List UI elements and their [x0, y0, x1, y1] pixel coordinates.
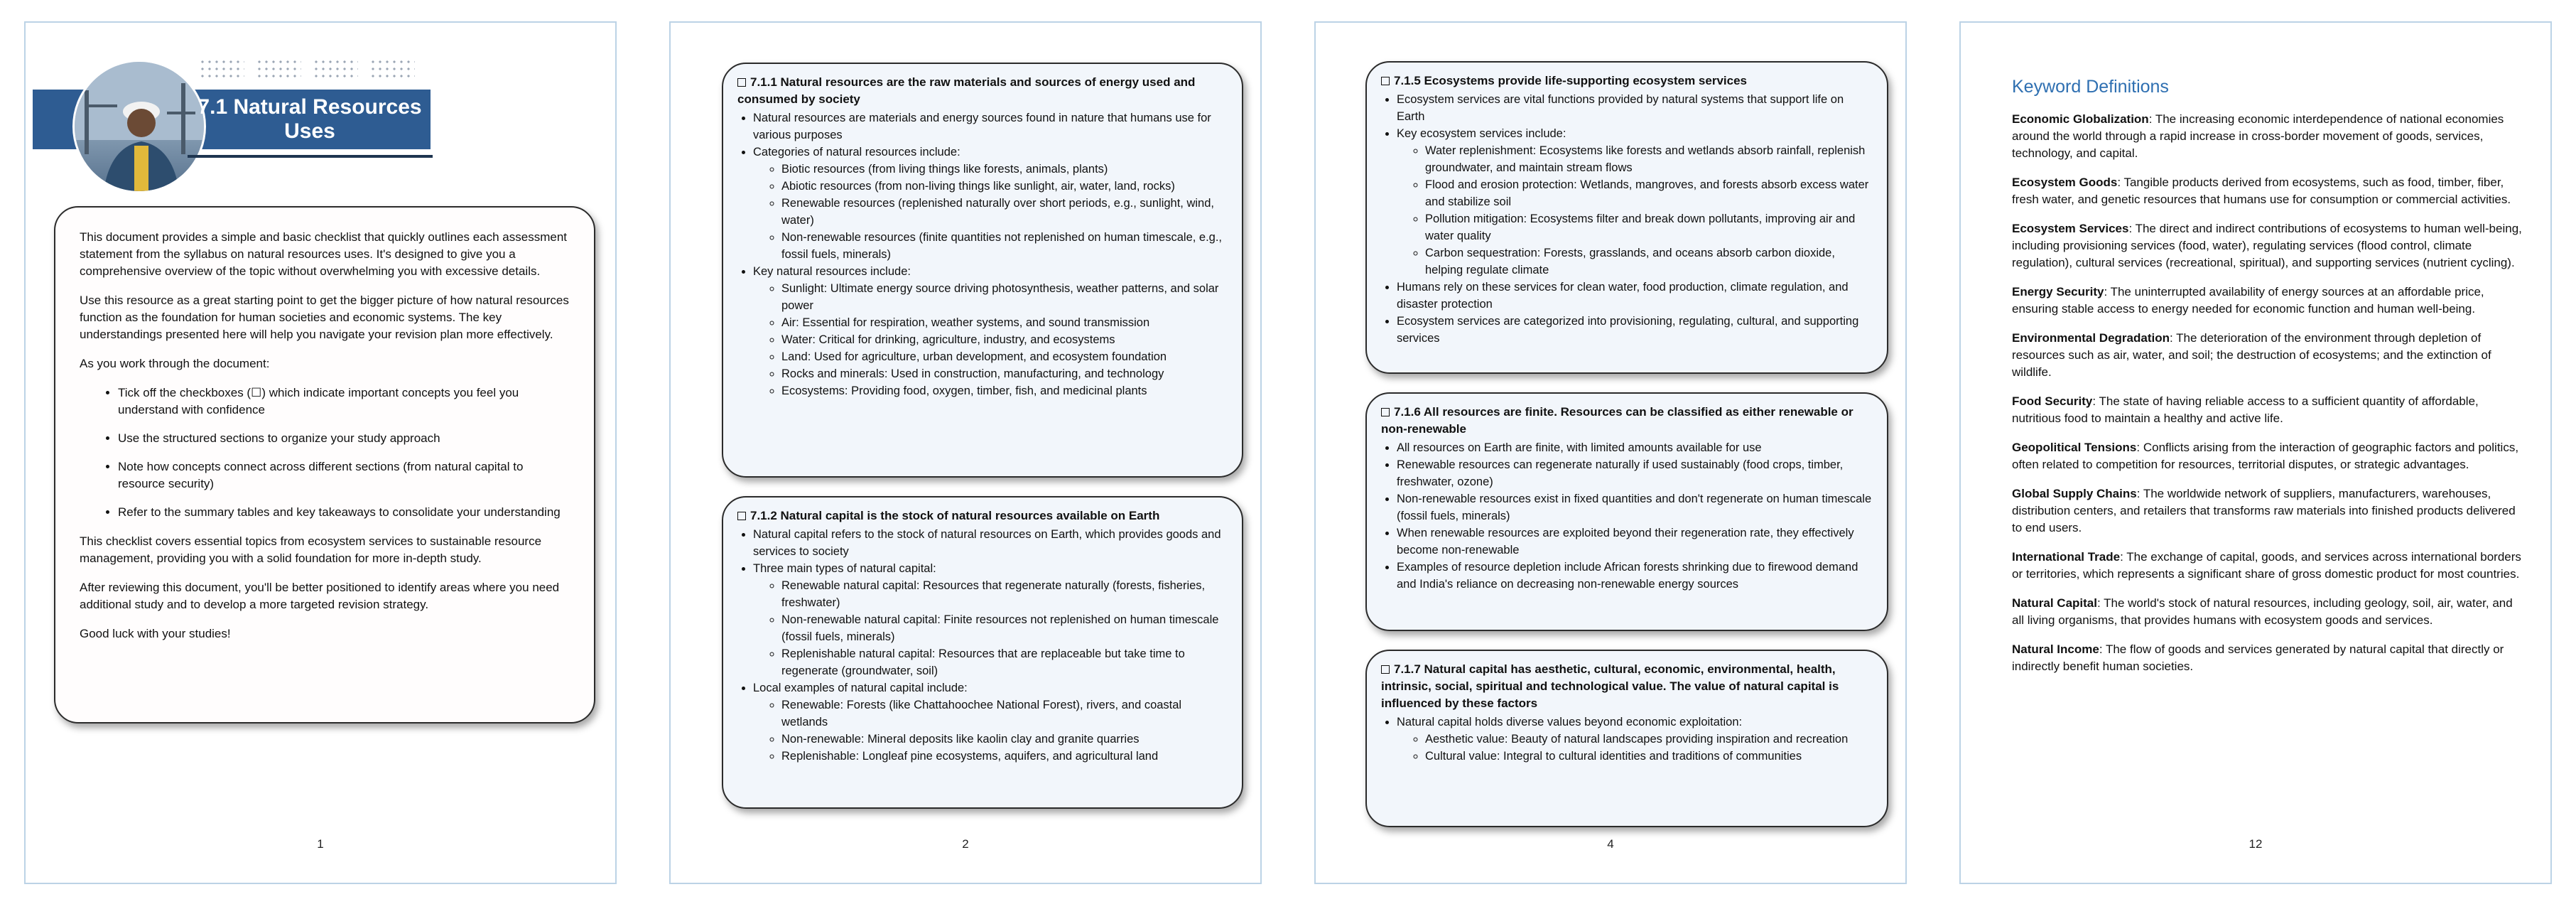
- keyword-term: Global Supply Chains: [2012, 487, 2137, 500]
- list-item: • Renewable resources can regenerate naturally if used sustainably (food crops, timber, freshwater, ozone): [1397, 456, 1874, 490]
- section-heading: [1381, 404, 1874, 438]
- bullet-list: [1381, 714, 1874, 765]
- page-1: [24, 21, 617, 884]
- keyword-term: Ecosystem Goods: [2012, 176, 2118, 189]
- bullet-list: [737, 109, 1229, 399]
- list-item: ◦ Water: Critical for drinking, agriculture, industry, and ecosystems: [781, 331, 1229, 348]
- list-item: [1397, 125, 1874, 279]
- keyword-term: Ecosystem Services: [2012, 222, 2129, 235]
- list-item: • Tick off the checkboxes (☐) which indicate important concepts you feel you understand with confidence: [118, 384, 573, 419]
- keyword-definition: : The deterioration of the environment through depletion of resources such as air, water, and soil; the destruction of ecosystems; and the extinction of wildlife.: [2012, 331, 2491, 379]
- keyword-definition: : The uninterrupted availability of energy sources at an affordable price, ensuring stable access to energy needed for economic function and human well-being.: [2012, 285, 2484, 316]
- list-item: ◦ Renewable: Forests (like Chattahoochee National Forest), rivers, and coastal wetlands: [781, 696, 1229, 731]
- sub-bullet-list: [753, 577, 1229, 679]
- bullet-list: [1381, 439, 1874, 593]
- header-photo: [72, 60, 206, 193]
- intro-card: [54, 206, 595, 724]
- keyword-term: International Trade: [2012, 550, 2121, 564]
- list-item: [753, 560, 1229, 679]
- keyword-item: [2012, 595, 2523, 629]
- keyword-term: Economic Globalization: [2012, 112, 2149, 126]
- checkbox-icon[interactable]: [1381, 665, 1390, 674]
- sub-bullet-list: [1397, 731, 1874, 765]
- checkbox-icon[interactable]: [737, 78, 746, 87]
- keyword-definition: : The world's stock of natural resources, including geology, soil, air, water, and all living organisms, that provides humans with ecosystem goods and services.: [2012, 596, 2513, 627]
- decorative-dots: [256, 58, 301, 80]
- keyword-definition: : The direct and indirect contributions of ecosystems to human well-being, including provisioning services (food, water), regulating services (flood control, climate regulation), cultural services (recreational, spiritual), and supporting services (nutrient cycling).: [2012, 222, 2522, 269]
- section-heading: [1381, 661, 1874, 712]
- list-item: ◦ Replenishable: Longleaf pine ecosystems, aquifers, and agricultural land: [781, 748, 1229, 765]
- list-item: ◦ Abiotic resources (from non-living things like sunlight, air, water, land, rocks): [781, 178, 1229, 195]
- list-item: [753, 144, 1229, 263]
- sub-bullet-list: [753, 280, 1229, 399]
- list-item-text: Key natural resources include:: [753, 265, 911, 278]
- list-item: • Natural resources are materials and energy sources found in nature that humans use for various purposes: [753, 109, 1229, 144]
- list-item: ◦ Water replenishment: Ecosystems like forests and wetlands absorb rainfall, replenish groundwater, and maintain stream flows: [1425, 142, 1874, 176]
- section-heading: [737, 507, 1229, 525]
- keyword-item: [2012, 393, 2523, 427]
- checkbox-icon[interactable]: [1381, 77, 1390, 85]
- list-item: [753, 263, 1229, 399]
- intro-paragraph: After reviewing this document, you'll be better positioned to identify areas where you need additional study and to develop a more targeted revision strategy.: [80, 581, 560, 611]
- page-number: 2: [962, 837, 969, 851]
- worker-photo-icon: [75, 62, 206, 193]
- list-item: ◦ Sunlight: Ultimate energy source driving photosynthesis, weather patterns, and solar power: [781, 280, 1229, 314]
- list-item: • All resources on Earth are finite, with limited amounts available for use: [1397, 439, 1874, 456]
- list-item-text: Three main types of natural capital:: [753, 562, 936, 575]
- list-item: ◦ Renewable resources (replenished naturally over short periods, e.g., sunlight, wind, water): [781, 195, 1229, 229]
- checkbox-icon[interactable]: [1381, 408, 1390, 416]
- page-number: 4: [1607, 837, 1614, 851]
- sub-bullet-list: [1397, 142, 1874, 279]
- list-item: ◦ Flood and erosion protection: Wetlands, mangroves, and forests absorb excess water and stabilize soil: [1425, 176, 1874, 210]
- list-item: ◦ Non-renewable resources (finite quantities not replenished on human timescale, e.g., fossil fuels, minerals): [781, 229, 1229, 263]
- list-item: ◦ Renewable natural capital: Resources that regenerate naturally (forests, fisheries, freshwater): [781, 577, 1229, 611]
- list-item-text: Key ecosystem services include:: [1397, 127, 1566, 140]
- page-4: [1314, 21, 1907, 884]
- keyword-item: [2012, 549, 2523, 583]
- list-item: ◦ Cultural value: Integral to cultural identities and traditions of communities: [1425, 748, 1874, 765]
- list-item: ◦ Ecosystems: Providing food, oxygen, timber, fish, and medicinal plants: [781, 382, 1229, 399]
- intro-paragraph: This checklist covers essential topics from ecosystem services to sustainable resource management, providing you with a solid foundation for more in-depth study.: [80, 534, 542, 565]
- keyword-item: [2012, 111, 2523, 162]
- sub-bullet-list: [753, 161, 1229, 263]
- decorative-dots: [313, 58, 358, 80]
- keyword-definition: : The worldwide network of suppliers, manufacturers, warehouses, distribution centers, and retailers that transforms raw materials into finished products delivered to end users.: [2012, 487, 2516, 534]
- page-2: [669, 21, 1262, 884]
- section-heading-text: 7.1.6 All resources are finite. Resources can be classified as either renewable or non-renewable: [1381, 405, 1853, 436]
- list-item: ◦ Biotic resources (from living things like forests, animals, plants): [781, 161, 1229, 178]
- section-heading: [737, 74, 1229, 108]
- keyword-item: [2012, 641, 2523, 675]
- list-item: ◦ Land: Used for agriculture, urban development, and ecosystem foundation: [781, 348, 1229, 365]
- list-item-text: Categories of natural resources include:: [753, 146, 960, 158]
- decorative-dots: [369, 58, 415, 80]
- section-card-7-1-7: [1365, 650, 1888, 827]
- checkbox-icon[interactable]: [737, 512, 746, 520]
- keyword-item: [2012, 330, 2523, 381]
- list-item: • Natural capital refers to the stock of natural resources on Earth, which provides goods and services to society: [753, 526, 1229, 560]
- bullet-list: [1381, 91, 1874, 347]
- section-heading-text: 7.1.7 Natural capital has aesthetic, cultural, economic, environmental, health, intrinsic, social, spiritual and technological value. The value of natural capital is influenced by these factors: [1381, 662, 1839, 710]
- list-item: • Ecosystem services are categorized into provisioning, regulating, cultural, and supporting services: [1397, 313, 1874, 347]
- keyword-term: Environmental Degradation: [2012, 331, 2170, 345]
- section-heading-text: 7.1.1 Natural resources are the raw materials and sources of energy used and consumed by society: [737, 75, 1196, 106]
- section-card-7-1-2: [722, 496, 1243, 809]
- section-heading: [1381, 72, 1874, 90]
- list-item: • Ecosystem services are vital functions provided by natural systems that support life on Earth: [1397, 91, 1874, 125]
- page-number: 1: [317, 837, 324, 851]
- keyword-item: [2012, 174, 2523, 208]
- keyword-term: Food Security: [2012, 394, 2093, 408]
- list-item: • Refer to the summary tables and key takeaways to consolidate your understanding: [118, 504, 573, 521]
- intro-paragraph: Use this resource as a great starting point to get the bigger picture of how natural resources function as the foundation for human societies and economic systems. The key understandings presented here will help you navigate your revision plan more effectively.: [80, 294, 569, 341]
- list-item: • Examples of resource depletion include African forests shrinking due to firewood demand and India's reliance on decreasing non-renewable energy sources: [1397, 559, 1874, 593]
- list-item: • When renewable resources are exploited beyond their regeneration rate, they effectively become non-renewable: [1397, 525, 1874, 559]
- intro-paragraph: As you work through the document:: [80, 357, 270, 370]
- section-heading-text: 7.1.5 Ecosystems provide life-supporting ecosystem services: [1394, 74, 1747, 87]
- keyword-item: [2012, 284, 2523, 318]
- keyword-term: Natural Capital: [2012, 596, 2097, 610]
- list-item-text: Local examples of natural capital include:: [753, 682, 968, 694]
- bullet-list: [737, 526, 1229, 765]
- list-item: ◦ Air: Essential for respiration, weather systems, and sound transmission: [781, 314, 1229, 331]
- title-line-2: Uses: [284, 119, 335, 143]
- list-item: • Use the structured sections to organize your study approach: [118, 430, 573, 447]
- decorative-dots: [199, 58, 244, 80]
- sub-bullet-list: [753, 696, 1229, 765]
- section-card-7-1-1: [722, 63, 1243, 478]
- keyword-definition: : Tangible products derived from ecosystems, such as food, timber, fiber, fresh water, and genetic resources that humans use for consumption or commercial activities.: [2012, 176, 2511, 206]
- list-item: • Humans rely on these services for clean water, food production, climate regulation, and disaster protection: [1397, 279, 1874, 313]
- section-card-7-1-6: [1365, 392, 1888, 631]
- intro-bullet-list: [80, 384, 573, 521]
- keyword-term: Energy Security: [2012, 285, 2104, 298]
- section-card-7-1-5: [1365, 61, 1888, 374]
- list-item-text: Natural capital holds diverse values beyond economic exploitation:: [1397, 716, 1743, 728]
- document-title: [189, 90, 431, 149]
- keyword-item: [2012, 485, 2523, 537]
- keyword-definition: : The exchange of capital, goods, and services across international borders or territories, which represents a significant share of gross domestic product for most countries.: [2012, 550, 2521, 581]
- list-item: ◦ Pollution mitigation: Ecosystems filter and break down pollutants, improving air and water quality: [1425, 210, 1874, 244]
- page-12: [1959, 21, 2552, 884]
- keyword-definition: : The state of having reliable access to a sufficient quantity of affordable, nutritious food to maintain a healthy and active life.: [2012, 394, 2479, 425]
- list-item: [753, 679, 1229, 765]
- keyword-term: Natural Income: [2012, 642, 2099, 656]
- keyword-definitions-title: Keyword Definitions: [2012, 77, 2169, 97]
- keyword-definition: : Conflicts arising from the interaction of geographic factors and politics, often related to competition for resources, territorial disputes, or strategic advantages.: [2012, 441, 2519, 471]
- page-number: 12: [2248, 837, 2263, 851]
- list-item: ◦ Rocks and minerals: Used in construction, manufacturing, and technology: [781, 365, 1229, 382]
- list-item: • Note how concepts connect across different sections (from natural capital to resource security): [118, 458, 573, 493]
- intro-paragraph: Good luck with your studies!: [80, 627, 231, 640]
- keyword-definition: : The increasing economic interdependence of national economies around the world through a rapid increase in cross-border movement of goods, services, technology, and capital.: [2012, 112, 2504, 160]
- keyword-definitions-list: [2012, 111, 2523, 687]
- list-item: ◦ Non-renewable: Mineral deposits like kaolin clay and granite quarries: [781, 731, 1229, 748]
- list-item: [1397, 714, 1874, 765]
- list-item: ◦ Carbon sequestration: Forests, grasslands, and oceans absorb carbon dioxide, helping regulate climate: [1425, 244, 1874, 279]
- list-item: ◦ Aesthetic value: Beauty of natural landscapes providing inspiration and recreation: [1425, 731, 1874, 748]
- title-line-1: 7.1 Natural Resources: [197, 95, 422, 119]
- keyword-item: [2012, 439, 2523, 473]
- keyword-item: [2012, 220, 2523, 271]
- list-item: ◦ Replenishable natural capital: Resources that are replaceable but take time to regenerate (groundwater, soil): [781, 645, 1229, 679]
- keyword-definition: : The flow of goods and services generated by natural capital that directly or indirectly benefit human societies.: [2012, 642, 2504, 673]
- intro-paragraph: This document provides a simple and basic checklist that quickly outlines each assessment statement from the syllabus on natural resources uses. It's designed to give you a comprehensive overview of the topic without overwhelming you with excessive details.: [80, 230, 568, 278]
- keyword-term: Geopolitical Tensions: [2012, 441, 2137, 454]
- list-item: ◦ Non-renewable natural capital: Finite resources not replenished on human timescale (fossil fuels, minerals): [781, 611, 1229, 645]
- section-heading-text: 7.1.2 Natural capital is the stock of natural resources available on Earth: [750, 509, 1160, 522]
- list-item: • Non-renewable resources exist in fixed quantities and don't regenerate on human timescale (fossil fuels, minerals): [1397, 490, 1874, 525]
- title-underline: [188, 155, 433, 158]
